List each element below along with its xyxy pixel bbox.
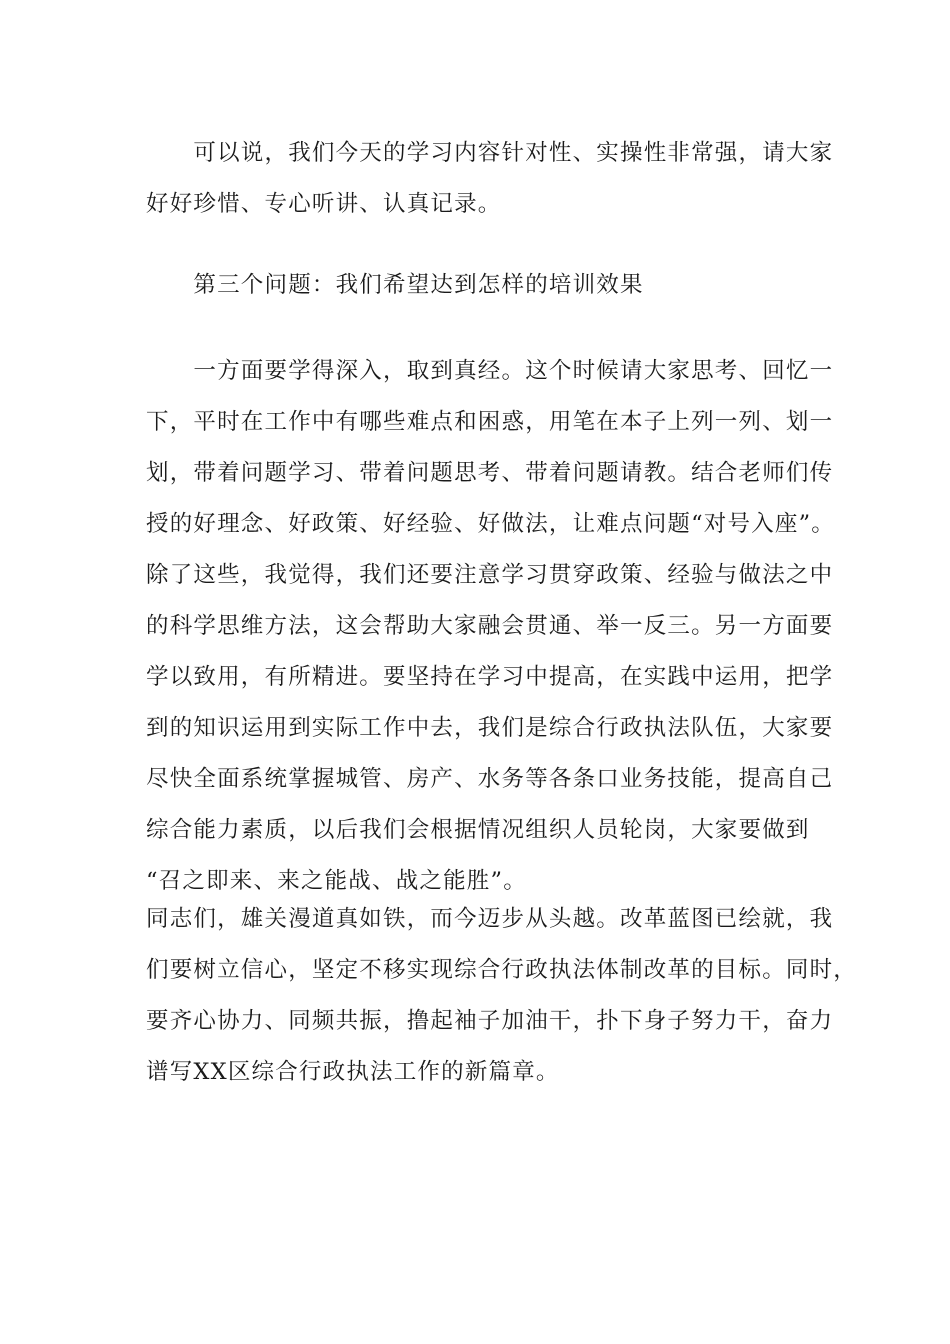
text-line: 到的知识运用到实际工作中去，我们是综合行政执法队伍，大家要 xyxy=(146,715,834,741)
text-line: 好好珍惜、专心听讲、认真记录。 xyxy=(146,191,502,217)
heading-line: 第三个问题：我们希望达到怎样的培训效果 xyxy=(146,272,644,298)
text-line: 可以说，我们今天的学习内容针对性、实操性非常强，请大家 xyxy=(146,140,834,166)
text-line: “召之即来、来之能战、战之能胜”。 xyxy=(146,868,527,894)
text-line: 下，平时在工作中有哪些难点和困惑，用笔在本子上列一列、划一 xyxy=(146,409,834,435)
text-line: 划，带着问题学习、带着问题思考、带着问题请教。结合老师们传 xyxy=(146,460,834,486)
text-line: 综合能力素质，以后我们会根据情况组织人员轮岗，大家要做到 xyxy=(146,817,810,843)
text-line: 的科学思维方法，这会帮助大家融会贯通、举一反三。另一方面要 xyxy=(146,613,834,639)
paragraph-training-effect xyxy=(146,346,836,907)
text-line: 一方面要学得深入，取到真经。这个时候请大家思考、回忆一 xyxy=(146,358,834,384)
text-line: 们要树立信心，坚定不移实现综合行政执法体制改革的目标。同时， xyxy=(146,957,858,983)
text-line: 尽快全面系统掌握城管、房产、水务等各条口业务技能，提高自己 xyxy=(146,766,834,792)
text-line: 授的好理念、好政策、好经验、好做法，让难点问题“对号入座”。 xyxy=(146,511,836,537)
paragraph-closing xyxy=(146,894,858,1098)
text-line: 除了这些，我觉得，我们还要注意学习贯穿政策、经验与做法之中 xyxy=(146,562,834,588)
paragraph-study-content xyxy=(146,128,834,230)
text-line: 学以致用，有所精进。要坚持在学习中提高，在实践中运用，把学 xyxy=(146,664,834,690)
text-line: 谱写XX区综合行政执法工作的新篇章。 xyxy=(146,1059,560,1085)
text-line: 同志们，雄关漫道真如铁，而今迈步从头越。改革蓝图已绘就，我 xyxy=(146,906,834,932)
section-heading xyxy=(146,260,816,311)
text-line: 要齐心协力、同频共振，撸起袖子加油干，扑下身子努力干，奋力 xyxy=(146,1008,834,1034)
